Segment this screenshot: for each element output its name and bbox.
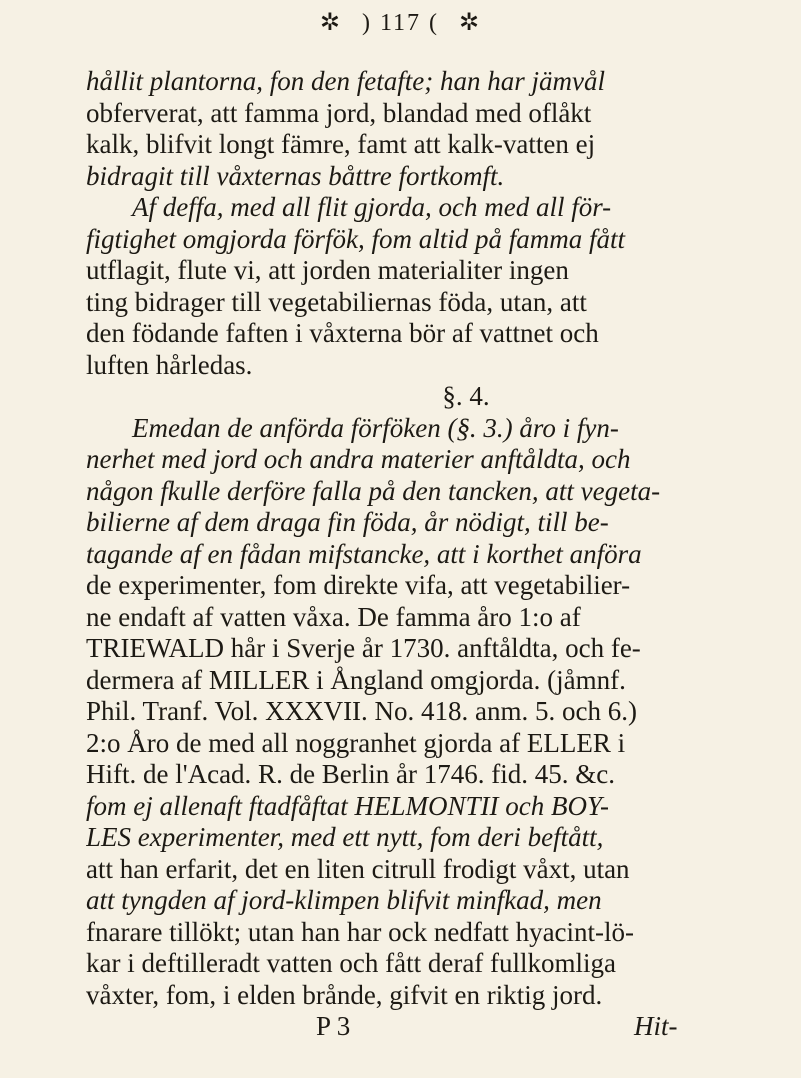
text-line: Hift. de l'Acad. R. de Berlin år 1746. fid. 45. &c. — [86, 759, 615, 789]
text-line: bidragit till våxternas båttre fortkomft. — [86, 160, 505, 191]
text-line: utflagit, flute vi, att jorden materialiter ingen — [86, 255, 569, 285]
text-line: hållit plantorna, fon den fetafte; han har jämvål — [86, 66, 605, 96]
text-line: LES experimenter, med ett nytt, fom deri beftått, — [86, 822, 604, 852]
text-line: någon fkulle derföre falla på den tancken, att vegeta- — [86, 475, 661, 506]
text-line: tagande af en fådan mifstancke, att i korthet anföra — [86, 538, 642, 569]
text-line: kar i deftilleradt vatten och fått deraf fullkomliga — [86, 948, 617, 978]
text-line: Phil. Tranf. Vol. XXXVII. No. 418. anm. 5. och 6.) — [86, 696, 638, 726]
text-line: ne endaft af vatten våxa. De famma åro 1:o af — [86, 601, 581, 632]
signature-mark: P 3 — [316, 1011, 351, 1041]
text-line: bilierne af dem draga fin föda, år nödigt, till be- — [86, 507, 609, 537]
text-body — [86, 66, 726, 1043]
text-line: att han erfarit, det en liten citrull frodigt våxt, utan — [86, 853, 630, 884]
text-line: obferverat, att famma jord, blandad med oflåkt — [86, 97, 592, 128]
text-line: fnarare tillökt; utan han har ock nedfatt hyacint-lö- — [86, 916, 635, 947]
text-line: dermera af MILLER i Ångland omgjorda. (jåmnf. — [86, 664, 626, 695]
text-line: figtighet omgjorda förfök, fom altid på famma fått — [86, 223, 625, 254]
page-header — [0, 8, 801, 37]
page-number: ) 117 ( — [361, 10, 440, 36]
text-line: Emedan de anförda förföken (§. 3.) åro i fyn- — [132, 412, 619, 443]
text-line: den födande faften i våxterna bör af vattnet och — [86, 318, 599, 348]
right-ornament-icon: ✲ — [459, 10, 482, 36]
left-ornament-icon: ✲ — [319, 10, 342, 36]
text-line: TRIEWALD hår i Sverje år 1730. anftåldta, och fe- — [86, 633, 641, 663]
text-line: de experimenter, fom direkte vifa, att vegetabilier- — [86, 570, 631, 600]
text-line: Af deffa, med all flit gjorda, och med all för- — [132, 192, 612, 222]
text-line: 2:o Åro de med all noggranhet gjorda af ELLER i — [86, 727, 626, 758]
text-line: fom ej allenaft ftadfåftat HELMONTII och BOY- — [86, 790, 609, 821]
section-heading: §. 4. — [442, 381, 490, 411]
catchword: Hit- — [634, 1011, 678, 1041]
text-line: ting bidrager till vegetabiliernas föda, utan, att — [86, 286, 587, 317]
text-line: luften hårledas. — [86, 349, 253, 380]
text-line: nerhet med jord och andra materier anftåldta, och — [86, 444, 631, 474]
text-line: kalk, blifvit longt fämre, famt att kalk-vatten ej — [86, 129, 596, 159]
page-footer — [86, 1011, 726, 1043]
text-line: att tyngden af jord-klimpen blifvit minfkad, men — [86, 885, 602, 915]
text-line: våxter, fom, i elden brånde, gifvit en riktig jord. — [86, 979, 603, 1010]
